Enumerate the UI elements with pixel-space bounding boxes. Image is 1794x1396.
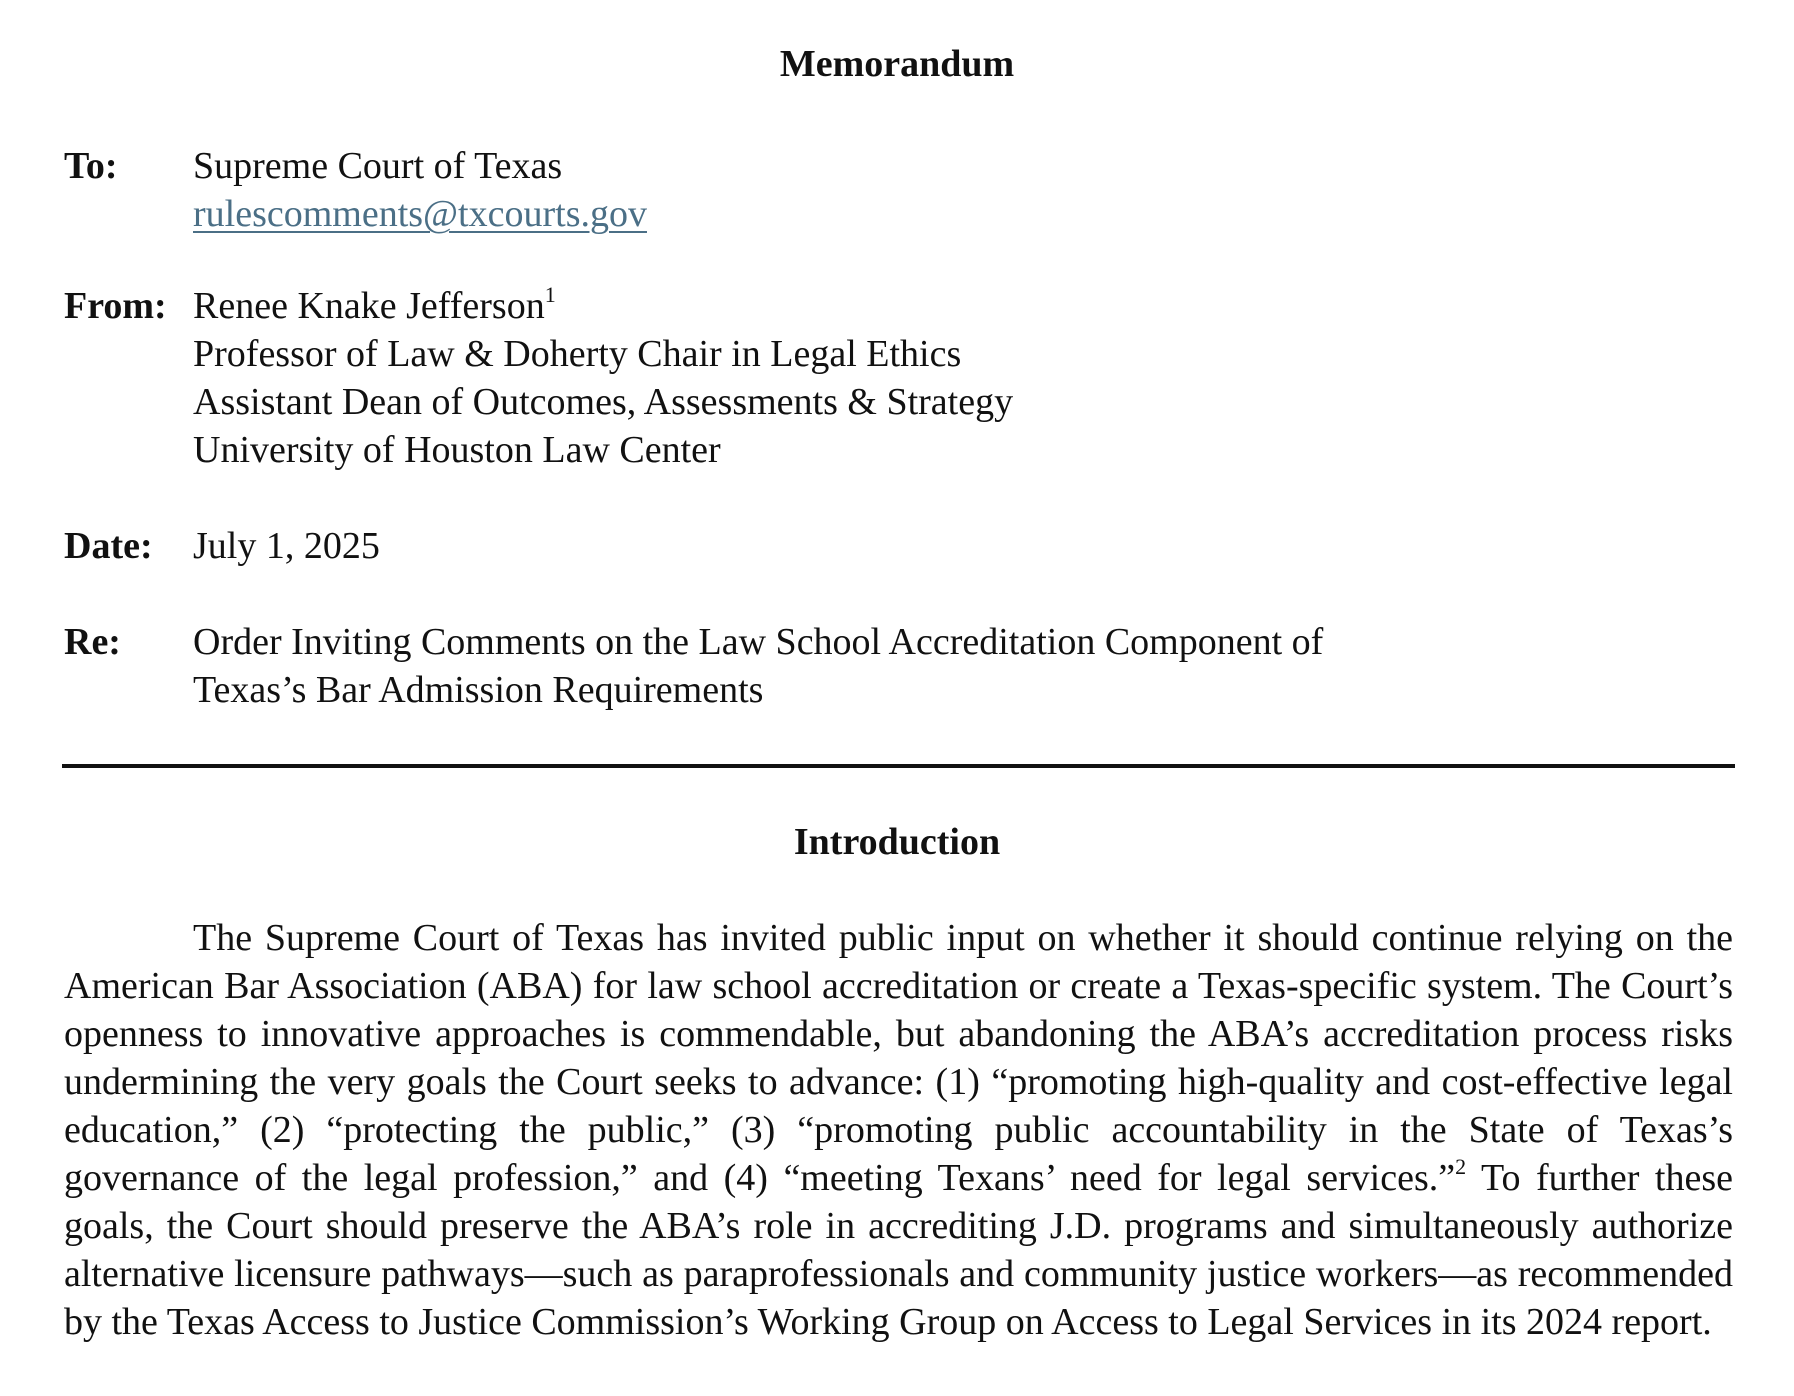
to-label: To: bbox=[64, 145, 118, 187]
introduction-heading: Introduction bbox=[793, 821, 1001, 863]
intro-text-part-1: The Supreme Court of Texas has invited public input on whether it should continue relying on the American Bar Association (ABA) for law school accreditation or create a Texas-specific system. The Court’s openness to innovative approaches is commendable, but abandoning the ABA’s accreditation process risks undermining the very goals the Court seeks to advance: (1) “promoting high-quality and cost-effective legal education,” (2) “protecting the public,” (3) “promoting public accountability in the State of Texas’s governance of the legal profession,” and (4) “meeting Texans’ need for legal services.” bbox=[64, 917, 1733, 1199]
from-title: Professor of Law & Doherty Chair in Legal Ethics bbox=[193, 333, 962, 375]
footnote-ref-2[interactable]: 2 bbox=[1455, 1154, 1467, 1179]
email-link[interactable]: rulescomments@txcourts.gov bbox=[193, 193, 647, 235]
to-recipient: Supreme Court of Texas bbox=[193, 145, 563, 187]
date-value: July 1, 2025 bbox=[193, 525, 380, 567]
from-name: Renee Knake Jefferson bbox=[193, 285, 545, 327]
introduction-paragraph bbox=[64, 914, 1733, 1346]
from-label: From: bbox=[64, 285, 167, 327]
intro-text-part-2: To further these goals, the Court should preserve the ABA’s role in accrediting J.D. programs and simultaneously authorize alternative licensure pathways—such as paraprofessionals and community justice workers—as recommended by the Texas Access to Justice Commission’s Working Group on Access to Legal Services in its 2024 report. bbox=[64, 1157, 1733, 1343]
header-divider bbox=[62, 764, 1735, 768]
re-line-1: Order Inviting Comments on the Law School Accreditation Component of bbox=[193, 621, 1324, 663]
re-line-2: Texas’s Bar Admission Requirements bbox=[193, 669, 764, 711]
re-label: Re: bbox=[64, 621, 121, 663]
date-label: Date: bbox=[64, 525, 153, 567]
from-institution: University of Houston Law Center bbox=[193, 429, 721, 471]
from-dean-title: Assistant Dean of Outcomes, Assessments & Strategy bbox=[193, 381, 1014, 423]
footnote-ref-1[interactable]: 1 bbox=[544, 282, 556, 307]
memo-title: Memorandum bbox=[779, 43, 1015, 85]
from-name-line bbox=[193, 282, 556, 330]
